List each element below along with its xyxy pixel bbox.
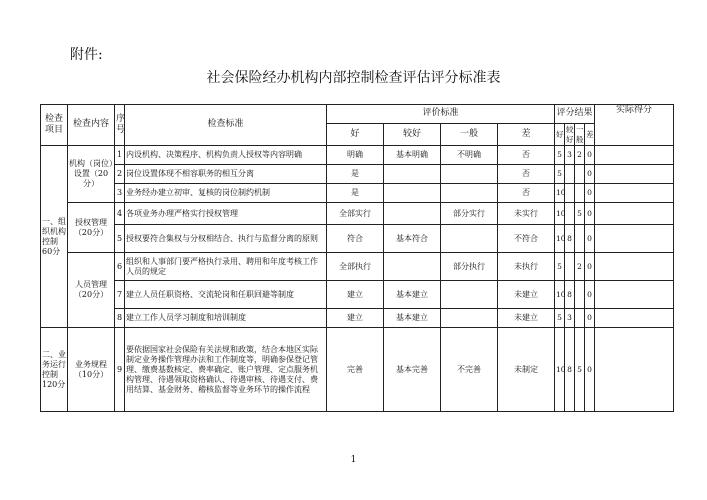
criteria-good-cell: 建立 — [327, 281, 384, 309]
criteria-poor-cell: 未建立 — [498, 281, 555, 309]
score-fair-cell — [565, 184, 575, 203]
standard-cell: 建立工作人员学习制度和培训制度 — [125, 309, 327, 328]
actual-score-cell[interactable] — [595, 309, 674, 328]
check-item-cell: 一、组织机构控制60分 — [41, 146, 68, 328]
criteria-poor-cell: 未实行 — [498, 203, 555, 225]
standard-cell: 组织和人事部门要严格执行录用、聘用和年度考核工作人员的规定 — [125, 253, 327, 281]
score-average-cell — [575, 281, 585, 309]
score-poor-cell: 0 — [585, 328, 595, 412]
check-content-cell: 机构（岗位）设置（20分） — [68, 146, 115, 203]
score-average-cell — [575, 225, 585, 253]
seq-cell: 8 — [115, 309, 125, 328]
criteria-poor-cell: 未制定 — [498, 328, 555, 412]
score-average-cell: 2 — [575, 253, 585, 281]
criteria-good-cell: 明确 — [327, 146, 384, 165]
criteria-fair-cell — [384, 184, 441, 203]
header-score-fair: 较好 — [566, 125, 574, 144]
header-criteria-group: 评价标准 — [327, 105, 555, 124]
criteria-fair-cell: 基本建立 — [384, 309, 441, 328]
header-score-group: 评分结果 — [555, 105, 595, 124]
score-good-cell: 10 — [555, 281, 565, 309]
table-row — [41, 309, 674, 328]
criteria-average-cell — [441, 281, 498, 309]
score-fair-cell: 8 — [565, 328, 575, 412]
table-row — [41, 253, 674, 281]
standard-cell: 要依据国家社会保险有关法规和政策，结合本地区实际制定业务操作管理办法和工作制度等，明确参保登记管理、缴费基数核定、费率确定、账户管理、定点服务机构管理、待遇领取资格确认、待遇审核、待遇支付、费用结算、基金财务、稽核监督等业务环节的操作流程 — [125, 328, 327, 412]
criteria-good-cell: 完善 — [327, 328, 384, 412]
header-seq: 序号 — [115, 105, 125, 146]
seq-cell: 4 — [115, 203, 125, 225]
header-item: 检查项目 — [41, 105, 68, 146]
score-good-cell: 5 — [555, 253, 565, 281]
criteria-good-cell: 是 — [327, 184, 384, 203]
criteria-poor-cell: 不符合 — [498, 225, 555, 253]
seq-cell: 5 — [115, 225, 125, 253]
header-criteria-poor: 差 — [498, 124, 555, 146]
score-poor-cell: 0 — [585, 203, 595, 225]
header-criteria-fair: 较好 — [384, 124, 441, 146]
actual-score-cell[interactable] — [595, 165, 674, 184]
header-content: 检查内容 — [68, 105, 115, 146]
page-number: 1 — [350, 455, 357, 465]
score-good-cell: 10 — [555, 184, 565, 203]
criteria-fair-cell — [384, 165, 441, 184]
seq-cell: 1 — [115, 146, 125, 165]
criteria-fair-cell: 基本完善 — [384, 328, 441, 412]
table-row — [41, 165, 674, 184]
score-average-cell: 5 — [575, 203, 585, 225]
header-criteria-good: 好 — [327, 124, 384, 146]
criteria-fair-cell — [384, 203, 441, 225]
standard-cell: 内设机构、决策程序、机构负责人授权等内容明确 — [125, 146, 327, 165]
header-row-1 — [41, 105, 674, 124]
score-good-cell: 5 — [555, 165, 565, 184]
criteria-good-cell: 是 — [327, 165, 384, 184]
table-row — [41, 203, 674, 225]
score-average-cell — [575, 165, 585, 184]
score-fair-cell: 8 — [565, 281, 575, 309]
header-criteria-average: 一般 — [441, 124, 498, 146]
score-fair-cell — [565, 203, 575, 225]
score-good-cell: 10 — [555, 203, 565, 225]
score-average-cell — [575, 184, 585, 203]
score-poor-cell: 0 — [585, 165, 595, 184]
header-actual-score: 实际得分 — [595, 105, 674, 146]
criteria-average-cell — [441, 165, 498, 184]
seq-cell: 9 — [115, 328, 125, 412]
standard-cell: 岗位设置体现不相容职务的相互分离 — [125, 165, 327, 184]
criteria-good-cell: 全部实行 — [327, 203, 384, 225]
criteria-fair-cell: 基本建立 — [384, 281, 441, 309]
check-content-cell: 业务规程（10分） — [68, 328, 115, 412]
header-score-good: 好 — [555, 124, 565, 146]
seq-cell: 7 — [115, 281, 125, 309]
criteria-average-cell — [441, 184, 498, 203]
score-fair-cell: 3 — [565, 146, 575, 165]
score-fair-cell — [565, 253, 575, 281]
seq-cell: 3 — [115, 184, 125, 203]
criteria-fair-cell — [384, 253, 441, 281]
table-row — [41, 328, 674, 412]
criteria-good-cell: 全部执行 — [327, 253, 384, 281]
criteria-poor-cell: 否 — [498, 146, 555, 165]
check-content-cell: 授权管理（20分） — [68, 203, 115, 253]
header-score-poor: 差 — [585, 124, 595, 146]
actual-score-cell[interactable] — [595, 184, 674, 203]
attachment-label: 附件: — [70, 47, 103, 63]
score-poor-cell: 0 — [585, 309, 595, 328]
document-title: 社会保险经办机构内部控制检查评估评分标准表 — [206, 70, 501, 86]
table-row — [41, 146, 674, 165]
score-fair-cell: 8 — [565, 225, 575, 253]
actual-score-cell[interactable] — [595, 225, 674, 253]
criteria-average-cell: 不完善 — [441, 328, 498, 412]
score-poor-cell: 0 — [585, 146, 595, 165]
actual-score-cell[interactable] — [595, 281, 674, 309]
score-good-cell: 10 — [555, 225, 565, 253]
check-content-cell: 人员管理（20分） — [68, 253, 115, 328]
score-average-cell — [575, 309, 585, 328]
criteria-poor-cell: 否 — [498, 184, 555, 203]
actual-score-cell[interactable] — [595, 146, 674, 165]
header-standard: 检查标准 — [125, 105, 327, 146]
table-row — [41, 225, 674, 253]
score-fair-cell: 3 — [565, 309, 575, 328]
score-average-cell: 5 — [575, 328, 585, 412]
criteria-poor-cell: 否 — [498, 165, 555, 184]
actual-score-cell[interactable] — [595, 253, 674, 281]
header-score-average: 一般 — [576, 125, 584, 144]
table-row — [41, 281, 674, 309]
standard-cell: 建立人员任职资格、交流轮岗和任职回避等制度 — [125, 281, 327, 309]
criteria-good-cell: 建立 — [327, 309, 384, 328]
score-poor-cell: 0 — [585, 253, 595, 281]
criteria-average-cell — [441, 309, 498, 328]
criteria-good-cell: 符合 — [327, 225, 384, 253]
actual-score-cell[interactable] — [595, 203, 674, 225]
criteria-average-cell: 不明确 — [441, 146, 498, 165]
criteria-fair-cell: 基本明确 — [384, 146, 441, 165]
criteria-fair-cell: 基本符合 — [384, 225, 441, 253]
score-good-cell: 10 — [555, 328, 565, 412]
score-good-cell: 5 — [555, 146, 565, 165]
check-item-cell: 二、业务运行控制120分 — [41, 328, 68, 412]
seq-cell: 2 — [115, 165, 125, 184]
score-fair-cell — [565, 165, 575, 184]
standard-cell: 授权要符合集权与分权相结合、执行与监督分离的原则 — [125, 225, 327, 253]
criteria-average-cell: 部分执行 — [441, 253, 498, 281]
score-good-cell: 5 — [555, 309, 565, 328]
score-poor-cell: 0 — [585, 225, 595, 253]
score-poor-cell: 0 — [585, 281, 595, 309]
standard-cell: 业务经办建立初审、复核的岗位制约机制 — [125, 184, 327, 203]
criteria-poor-cell: 未建立 — [498, 309, 555, 328]
standard-cell: 各项业务办理严格实行授权管理 — [125, 203, 327, 225]
criteria-average-cell: 部分实行 — [441, 203, 498, 225]
score-poor-cell: 0 — [585, 184, 595, 203]
scoring-table — [40, 104, 674, 412]
actual-score-cell[interactable] — [595, 328, 674, 412]
criteria-average-cell — [441, 225, 498, 253]
score-average-cell: 2 — [575, 146, 585, 165]
seq-cell: 6 — [115, 253, 125, 281]
criteria-poor-cell: 未执行 — [498, 253, 555, 281]
table-row — [41, 184, 674, 203]
